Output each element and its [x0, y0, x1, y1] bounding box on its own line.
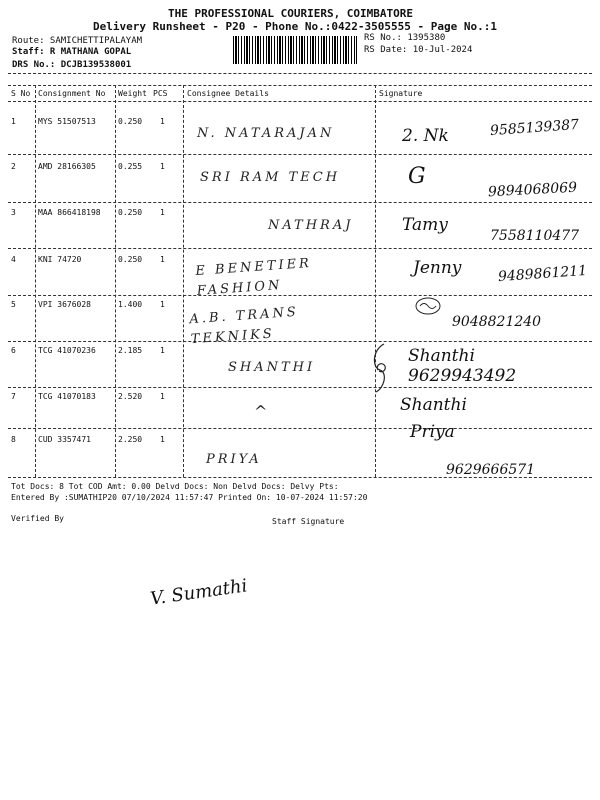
row-phone: 9489861211: [497, 262, 588, 286]
rs-number: RS No.: 1395380: [364, 33, 446, 43]
row-pcs: 1: [160, 346, 165, 355]
row-signature: Jenny: [413, 258, 462, 278]
barcode: [233, 36, 357, 64]
row-consignment: MAA 866418198: [38, 208, 101, 217]
staff-label: Staff: R MATHANA GOPAL: [12, 47, 132, 57]
row-sno: 3: [11, 208, 16, 217]
row-sno: 5: [11, 300, 16, 309]
staff-signature-label: Staff Signature: [272, 517, 345, 526]
row-pcs: 1: [160, 117, 165, 126]
row-phone: 9629666571: [446, 462, 536, 478]
col-header-weight: Weight: [118, 89, 147, 98]
row-phone: 9629943492: [408, 366, 517, 386]
row-consignee: SRI RAM TECH: [200, 170, 341, 185]
row-phone: 9894068069: [487, 179, 578, 201]
divider: [8, 73, 592, 74]
row-sno: 2: [11, 162, 16, 171]
drs-number: DRS No.: DCJB139538001: [12, 60, 132, 70]
verified-by-label: Verified By: [11, 514, 64, 523]
col-header-signature: Signature: [379, 89, 423, 98]
row-consignee: A.B. TRANS TEKNIKS: [188, 304, 300, 348]
row-signature: Shanthi: [400, 395, 467, 415]
column-line: [375, 85, 376, 477]
row-divider: [8, 387, 592, 388]
row-weight: 2.185: [118, 346, 143, 355]
row-signature: G: [408, 164, 426, 189]
runsheet-subtitle: Delivery Runsheet - P20 - Phone No.:0422-3505555 - Page No.:1: [93, 20, 497, 33]
company-title: THE PROFESSIONAL COURIERS, COIMBATORE: [168, 7, 414, 20]
row-consignment: KNI 74720: [38, 255, 82, 264]
totals-line: Tot Docs: 8 Tot COD Amt: 0.00 Delvd Docs: Non Delvd Docs: Delvy Pts:: [11, 482, 339, 491]
row-pcs: 1: [160, 255, 165, 264]
row-weight: 0.250: [118, 117, 143, 126]
row-consignment: MYS 51507513: [38, 117, 96, 126]
scribble-icon: [368, 340, 390, 398]
row-sno: 1: [11, 117, 16, 126]
row-consignee: NATHRAJ: [268, 218, 354, 233]
row-weight: 2.250: [118, 435, 143, 444]
row-divider: [8, 428, 592, 429]
caret-mark: ^: [254, 402, 271, 421]
column-line: [115, 85, 116, 477]
row-pcs: 1: [160, 300, 165, 309]
row-signature: 2. Nk: [402, 126, 449, 146]
row-sno: 4: [11, 255, 16, 264]
row-weight: 0.250: [118, 255, 143, 264]
row-signature: Shanthi: [408, 346, 475, 366]
row-consignee: PRIYA: [206, 452, 262, 467]
row-pcs: 1: [160, 392, 165, 401]
row-consignment: TCG 41070236: [38, 346, 96, 355]
column-line: [183, 85, 184, 477]
row-pcs: 1: [160, 162, 165, 171]
row-sno: 8: [11, 435, 16, 444]
row-consignment: AMD 28166305: [38, 162, 96, 171]
col-header-pcs: PCS: [153, 89, 168, 98]
row-weight: 0.255: [118, 162, 143, 171]
row-signature: Tamy: [402, 215, 448, 235]
rs-date: RS Date: 10-Jul-2024: [364, 45, 473, 55]
row-weight: 2.520: [118, 392, 143, 401]
stamp-icon: [414, 296, 442, 316]
divider: [8, 101, 592, 102]
row-consignee: N. NATARAJAN: [197, 126, 335, 141]
col-header-consignee: Consignee Details: [187, 89, 269, 98]
entered-line: Entered By :SUMATHIP20 07/10/2024 11:57:47 Printed On: 10-07-2024 11:57:20: [11, 493, 368, 502]
column-line: [35, 85, 36, 477]
row-sno: 6: [11, 346, 16, 355]
divider: [8, 85, 592, 86]
row-divider: [8, 202, 592, 203]
row-signature: Priya: [410, 422, 455, 442]
row-divider: [8, 295, 592, 296]
row-pcs: 1: [160, 435, 165, 444]
row-pcs: 1: [160, 208, 165, 217]
row-phone: 7558110477: [490, 228, 580, 244]
row-divider: [8, 248, 592, 249]
row-weight: 0.250: [118, 208, 143, 217]
row-consignee: E BENETIER FASHION: [194, 255, 313, 299]
col-header-consignment: Consignment No: [38, 89, 106, 98]
row-consignee: SHANTHI: [228, 360, 316, 375]
row-weight: 1.400: [118, 300, 143, 309]
verifier-signature: V. Sumathi: [149, 575, 249, 610]
row-consignment: VPI 3676028: [38, 300, 91, 309]
row-phone: 9048821240: [452, 314, 542, 330]
col-header-sno: S No: [11, 89, 31, 98]
route-label: Route: SAMICHETTIPALAYAM: [12, 36, 143, 46]
row-consignment: TCG 41070183: [38, 392, 96, 401]
row-phone: 9585139387: [489, 116, 580, 140]
row-divider: [8, 154, 592, 155]
row-sno: 7: [11, 392, 16, 401]
row-consignment: CUD 3357471: [38, 435, 91, 444]
